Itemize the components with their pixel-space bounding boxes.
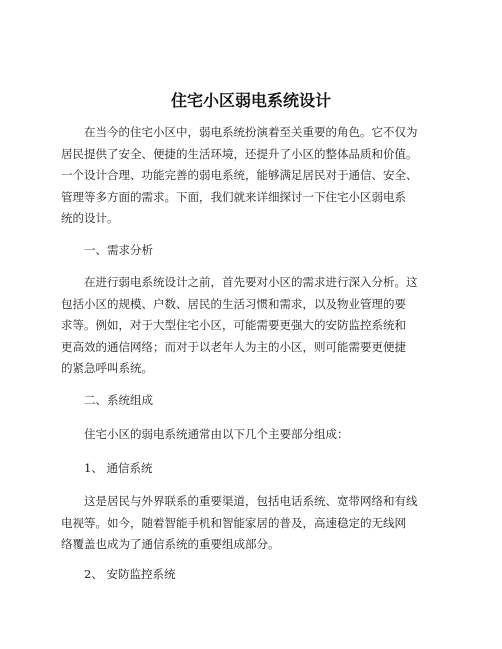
- paragraph-components-intro: [61, 424, 461, 446]
- paragraph-requirements: [61, 272, 461, 380]
- text-line: 的紧急呼叫系统。: [61, 361, 153, 375]
- subheading-security: [61, 564, 461, 586]
- text-line: 统的设计。: [61, 211, 119, 225]
- subheading-communication: [61, 458, 461, 480]
- paragraph-intro: [61, 122, 461, 230]
- text-line: 居民提供了安全、便捷的生活环境，还提升了小区的整体品质和价值。: [61, 146, 418, 161]
- section-heading-requirements: [61, 240, 461, 262]
- text-line: 络覆盖也成为了通信系统的重要组成部分。: [61, 537, 280, 551]
- document-title: 住宅小区弱电系统设计: [170, 91, 331, 110]
- paragraph-communication: [61, 491, 461, 556]
- text-line: 更高效的通信网络；而对于以老年人为主的小区，则可能需要更便捷: [61, 339, 406, 354]
- text-line: 电视等。如今，随着智能手机和智能家居的普及，高速稳定的无线网: [61, 515, 406, 530]
- section-heading-components: [61, 390, 461, 412]
- text-line: 求等。例如，对于大型住宅小区，可能需要更强大的安防监控系统和: [61, 318, 406, 332]
- heading-text: 2、 安防监控系统: [61, 567, 176, 581]
- text-line: 住宅小区的弱电系统通常由以下几个主要部分组成：: [61, 427, 349, 441]
- text-line: 这是居民与外界联系的重要渠道，包括电话系统、宽带网络和有线: [61, 494, 418, 508]
- heading-text: 1、 通信系统: [61, 461, 153, 475]
- text-line: 管理等多方面的需求。下面，我们就来详细探讨一下住宅小区弱电系: [61, 189, 406, 204]
- text-line: 在当今的住宅小区中，弱电系统扮演着至关重要的角色。它不仅为: [61, 125, 418, 139]
- text-line: 一个设计合理、功能完善的弱电系统，能够满足居民对于通信、安全、: [61, 168, 418, 182]
- text-line: 包括小区的规模、户数、居民的生活习惯和需求，以及物业管理的要: [61, 296, 406, 311]
- heading-text: 二、系统组成: [61, 393, 153, 407]
- text-line: 在进行弱电系统设计之前，首先要对小区的需求进行深入分析。这: [61, 275, 418, 289]
- heading-text: 一、需求分析: [61, 243, 153, 257]
